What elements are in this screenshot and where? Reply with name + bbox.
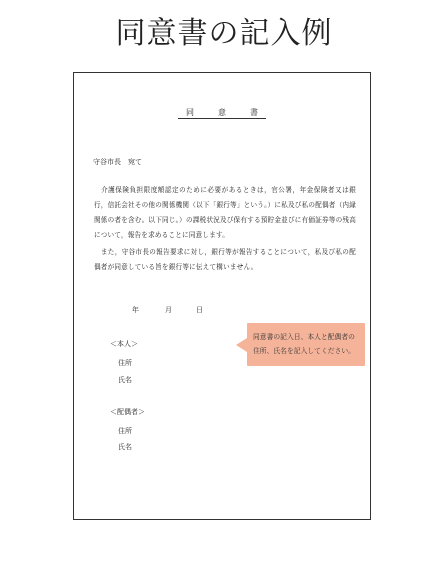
consent-form-document xyxy=(73,72,371,520)
callout-text: 同意書の記入日、本人と配偶者の住所、氏名を記入してください。 xyxy=(253,333,355,355)
document-title xyxy=(74,107,370,118)
principal-address-label: 住所 xyxy=(118,359,132,367)
spouse-name-label: 氏名 xyxy=(118,443,132,451)
page-title: 同意書の記入例 xyxy=(115,16,333,51)
date-year: 年 xyxy=(132,306,139,314)
callout-pointer xyxy=(236,338,247,352)
consent-paragraph-1: 介護保険負担限度額認定のために必要があるときは，官公署，年金保険者又は銀行，信託会社その他の関係機関（以下「銀行等」という。）に私及び私の配偶者（内縁関係の者を含む。以下同じ。）の課税状況及び保有する預貯金並びに有価証券等の残高について，報告を求めることに同意します。 xyxy=(94,186,356,239)
document-title-text: 同 意 書 xyxy=(178,108,266,119)
date-day: 日 xyxy=(196,306,203,314)
principal-label: ＜本人＞ xyxy=(110,340,138,348)
date-month: 月 xyxy=(165,306,172,314)
consent-paragraph-2: また，守谷市長の報告要求に対し，銀行等が報告することについて，私及び私の配偶者が同意している旨を銀行等に伝えて構いません。 xyxy=(94,248,356,271)
instruction-callout xyxy=(247,323,365,366)
spouse-label: ＜配偶者＞ xyxy=(110,408,145,416)
principal-name-label: 氏名 xyxy=(118,376,132,384)
addressee: 守谷市長 宛て xyxy=(93,158,142,166)
spouse-address-label: 住所 xyxy=(118,427,132,435)
